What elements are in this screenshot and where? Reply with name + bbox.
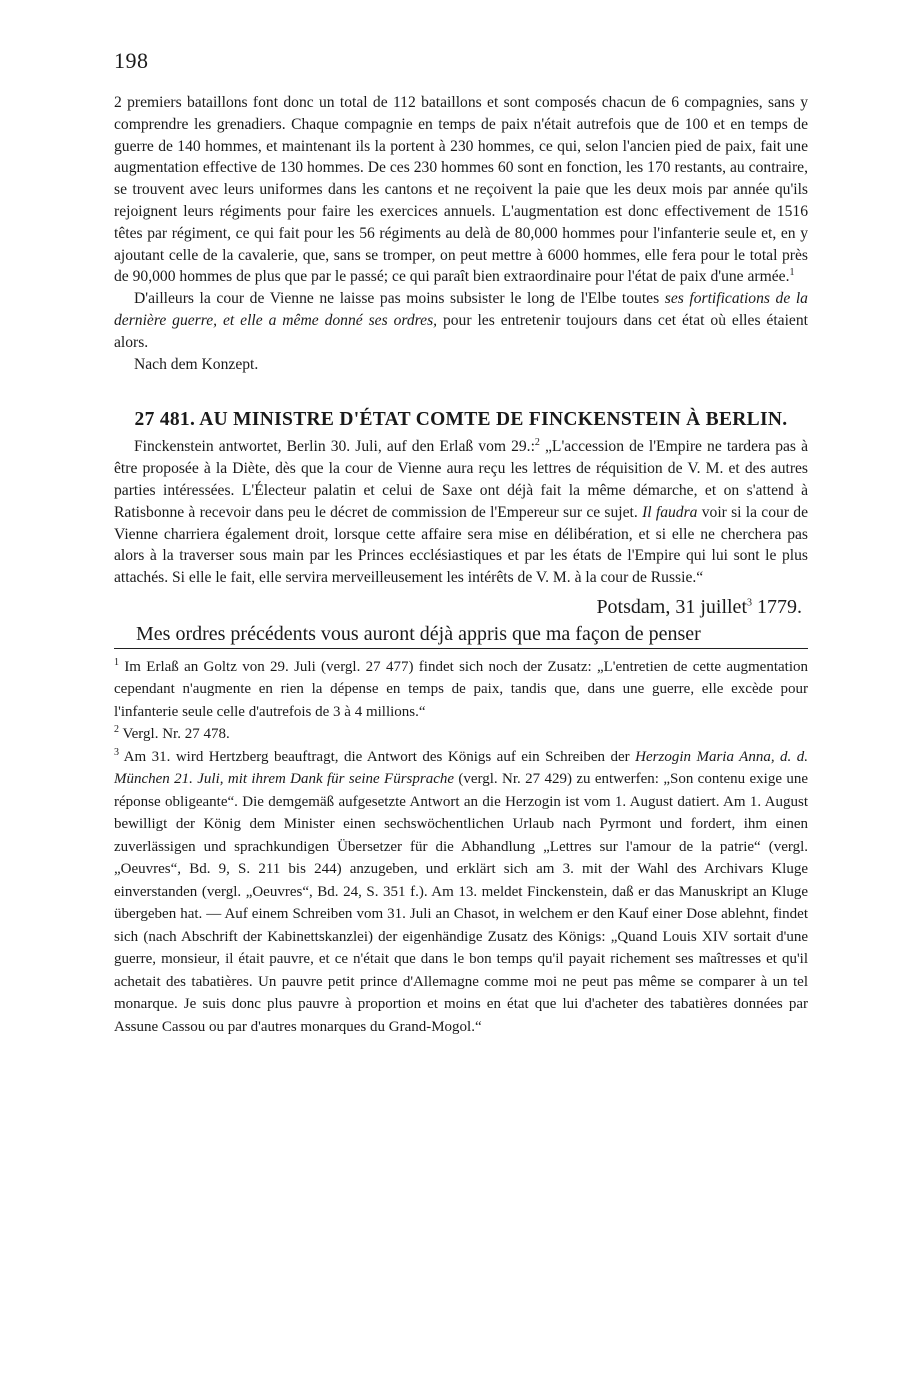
letter-intro-text-a: Finckenstein antwortet, Berlin 30. Juli, auf den Erlaß vom 29.:	[134, 438, 535, 456]
footnote-2-mark: 2	[114, 724, 119, 736]
footnote-3-text-a: Am 31. wird Hertzberg beauftragt, die Antwort des Königs auf ein Schreiben der	[119, 748, 636, 765]
letter-intro	[114, 436, 808, 589]
letter-intro-text-b: „L'accession de l'Empire ne tardera pas à être proposée à la Diète, dès que la cour de Vienne aura reçu les lettres de réquisition de V. M. et des autres parties intéressées. L'Électeur palatin et celui de Saxe ont déjà fait la même démarche, et on s'attend à Ratisbonne à recevoir dans peu le décret de commission de l'Empereur sur ce sujet.	[114, 438, 809, 521]
footnote-2	[114, 723, 808, 746]
footnote-3-mark: 3	[114, 746, 119, 758]
letter-intro-italic: Il faudra	[642, 503, 698, 521]
letter-heading: 27 481. AU MINISTRE D'ÉTAT COMTE DE FINCKENSTEIN À BERLIN.	[134, 409, 788, 431]
footnote-3-italic: Herzogin Maria Anna, d. d. München 21. Juli, mit ihrem Dank für seine Fürsprache	[114, 748, 809, 788]
footnote-1-mark: 1	[114, 656, 119, 668]
body-paragraph-2-text-c: pour les entretenir toujours dans cet état où elles étaient alors.	[114, 311, 808, 351]
footnote-ref-3: 3	[747, 597, 752, 609]
dateline-year: 1779.	[752, 595, 802, 618]
body-paragraph-1-text: 2 premiers bataillons font donc un total de 112 bataillons et sont composés chacun de 6 compagnies, sans y comprendre les grenadiers. Chaque compagnie en temps de paix n'était autrefois que de 100 et en temps de guerre de 140 hommes, et maintenant ils la portent à 230 hommes, ce qui, selon l'ancien pied de paix, fait une augmentation effective de 130 hommes. De ces 230 hommes 60 sont en fonction, les 170 restants, au contraire, se trouvent avec leurs uniformes dans les cantons et ne reçoivent la paie que les deux mois par année qu'ils rejoignent leurs régiments pour faire les exercices annuels. L'augmentation est donc effectivement de 1516 têtes par régiment, ce qui fait pour les 56 régiments au delà de 80,000 hommes pour l'infanterie seule et, en y ajoutant celle de la cavalerie, que, sans se tromper, on peut mettre à 6000 hommes, elle fera pour le total près de 90,000 hommes de plus que par le passé; ce qui paraît bien extraordinaire pour l'état de paix d'une armée.	[114, 94, 808, 286]
footnote-1	[114, 656, 808, 724]
footnote-1-text: Im Erlaß an Goltz von 29. Juli (vergl. 27 477) findet sich noch der Zusatz: „L'entretien de cette augmentation cependant n'augmente en rien la dépense en temps de paix, tandis que, dans une guerre, elle excède pour l'infanterie seule celle d'autrefois de 3 à 4 millions.“	[114, 658, 808, 720]
page-number: 198	[114, 48, 149, 73]
footnote-ref-2: 2	[534, 437, 540, 449]
source-note: Nach dem Konzept.	[134, 355, 259, 373]
letter-dateline	[114, 593, 802, 621]
footnote-3-text-c: (vergl. Nr. 27 429) zu entwerfen: „Son contenu exige une réponse obligeante“. Die demgemäß aufgesetzte Antwort an die Herzogin ist vom 1. August datiert. Am 1. August bewilligt der König dem Minister einen sechswöchentlichen Urlaub nach Pyrmont und fordert, ihm einen zuverlässigen und sprachkundigen Übersetzer für die Abhandlung „Lettres sur l'amour de la patrie“ (vergl. „Oeuvres“, Bd. 9, S. 211 bis 244) anzugeben, und erklärt sich am 3. mit der Wahl des Archivars Kluge einverstanden (vergl. „Oeuvres“, Bd. 24, S. 351 f.). Am 13. meldet Finckenstein, daß er das Manuskript an Kluge übergeben hat. — Auf einem Schreiben vom 31. Juli an Chasot, in welchem er den Kauf einer Dose ablehnt, findet sich (nach Abschrift der Kabinettskanzlei) der eigenhändige Zusatz des Königs: „Quand Louis XIV sortait d'une guerre, monsieur, il était pauvre, et ce n'était que dans le bon temps qu'il payait richement ses maîtresses et qu'il achetait des tabatières. Un pauvre petit prince d'Allemagne comme moi ne peut pas même se comparer à un tel monarque. Je suis donc plus pauvre à proportion et moins en état que lui d'acheter des tabatières données par Assune Cassou ou par d'autres monarques du Grand-Mogol.“	[114, 771, 808, 1035]
footnote-ref-1: 1	[789, 267, 795, 279]
body-paragraph-2-italic: ses fortifications de la dernière guerre, et elle a même donné ses ordres,	[114, 290, 808, 329]
dateline-place-date: Potsdam, 31 juillet	[596, 595, 747, 618]
body-paragraph-2-text-a: D'ailleurs la cour de Vienne ne laisse pas moins subsister le long de l'Elbe toutes	[134, 290, 665, 308]
body-paragraph-2	[114, 288, 808, 353]
footnote-divider	[114, 648, 808, 649]
footnote-3	[114, 746, 808, 1039]
letter-intro-text-d: voir si la cour de Vienne charriera également droit, lorsque cette affaire sera mise en délibération, et si elle ne cherchera pas alors à la traverser sous main par les Princes ecclésiastiques et par les états de l'Empire qui lui sont le plus attachés. Si elle le fait, elle servira merveilleusement les intérêts de V. M. à la cour de Russie.“	[114, 503, 809, 587]
book-page	[114, 48, 808, 1038]
footnote-2-text: Vergl. Nr. 27 478.	[119, 726, 230, 743]
letter-text-start: Mes ordres précédents vous auront déjà appris que ma façon de penser	[136, 622, 701, 645]
body-paragraph-1	[114, 92, 808, 288]
